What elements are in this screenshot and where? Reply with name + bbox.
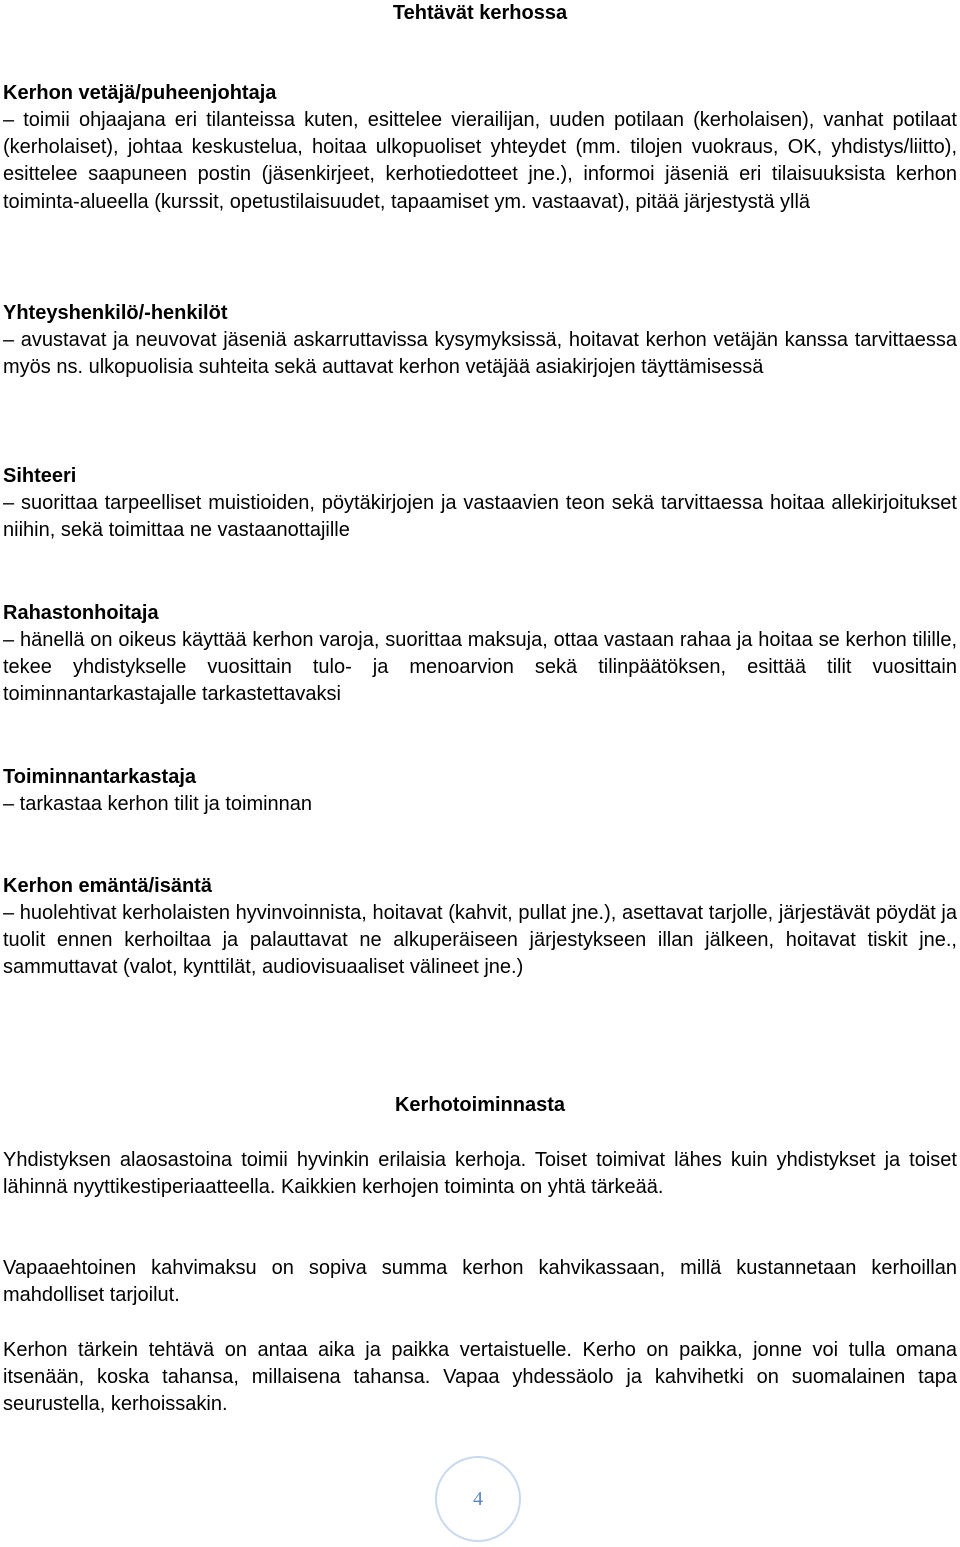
document-title: Tehtävät kerhossa (392, 2, 568, 24)
body-paragraph: Vapaaehtoinen kahvimaksu on sopiva summa kerhon kahvikassaan, millä kustannetaan kerhoillan mahdolliset tarjoilut. (3, 1257, 957, 1307)
role-heading: Sihteeri (3, 465, 77, 487)
role-description: – toimii ohjaajana eri tilanteissa kuten, esittelee vierailijan, uuden potilaan (kerholaisen), vanhat potilaat (kerholaiset), johtaa keskustelua, hoitaa ulkopuoliset yhteydet (mm. tilojen vuokraus, OK, yhdistys/liitto), esittelee saapuneen postin (jäsenkirjeet, kerhotiedotteet jne.), informoi jäseniä eri tilaisuuksista kerhon toiminta-alueella (kurssit, opetustilaisuudet, tapaamiset ym. vastaavat), pitää järjestystä yllä (3, 109, 957, 213)
document-page (3, 0, 957, 26)
role-heading: Toiminnantarkastaja (3, 766, 197, 788)
role-section-secretary (3, 463, 957, 544)
role-description: – hänellä on oikeus käyttää kerhon varoja, suorittaa maksuja, ottaa vastaan rahaa ja hoitaa se kerhon tilille, tekee yhdistykselle vuosittain tulo- ja menoarvion sekä tilinpäätöksen, esittää tilit vuosittain toiminnantarkastajalle tarkastettavaksi (3, 629, 957, 706)
role-heading: Kerhon emäntä/isäntä (3, 875, 212, 897)
role-section-contact-persons (3, 300, 957, 381)
body-paragraph: Yhdistyksen alaosastoina toimii hyvinkin erilaisia kerhoja. Toiset toimivat lähes kuin yhdistykset ja toiset lähinnä nyyttikestiperiaatteella. Kaikkien kerhojen toiminta on yhtä tärkeää. (3, 1149, 957, 1199)
role-description: – tarkastaa kerhon tilit ja toiminnan (3, 793, 313, 815)
role-section-auditor (3, 764, 957, 818)
page-number-badge: 4 (435, 1456, 521, 1542)
role-section-treasurer (3, 600, 957, 709)
role-description: – avustavat ja neuvovat jäseniä askarruttavissa kysymyksissä, hoitavat kerhon vetäjän kanssa tarvittaessa myös ns. ulkopuolisia suhteita sekä auttavat kerhon vetäjää asiakirjojen täyttämisessä (3, 329, 957, 379)
body-paragraph: Kerhon tärkein tehtävä on antaa aika ja paikka vertaistuelle. Kerho on paikka, jonne voi tulla omana itsenään, koska tahansa, millaisena tahansa. Vapaa yhdessäolo ja kahvihetki on suomalainen tapa seurustella, kerhoissakin. (3, 1339, 957, 1416)
section-title: Kerhotoiminnasta (394, 1094, 566, 1116)
role-heading: Yhteyshenkilö/-henkilöt (3, 302, 228, 324)
role-section-chair (3, 80, 957, 216)
role-heading: Kerhon vetäjä/puheenjohtaja (3, 82, 277, 104)
role-heading: Rahastonhoitaja (3, 602, 159, 624)
role-description: – suorittaa tarpeelliset muistioiden, pöytäkirjojen ja vastaavien teon sekä tarvittaessa hoitaa allekirjoitukset niihin, sekä toimittaa ne vastaanottajille (3, 492, 957, 542)
role-section-host (3, 873, 957, 982)
role-description: – huolehtivat kerholaisten hyvinvoinnista, hoitavat (kahvit, pullat jne.), asettavat tarjolle, järjestävät pöydät ja tuolit ennen kerhoiltaa ja palauttavat ne alkuperäiseen järjestykseen illan jälkeen, hoitavat tiskit jne., sammuttavat (valot, kynttilät, audiovisuaaliset välineet jne.) (3, 902, 957, 979)
